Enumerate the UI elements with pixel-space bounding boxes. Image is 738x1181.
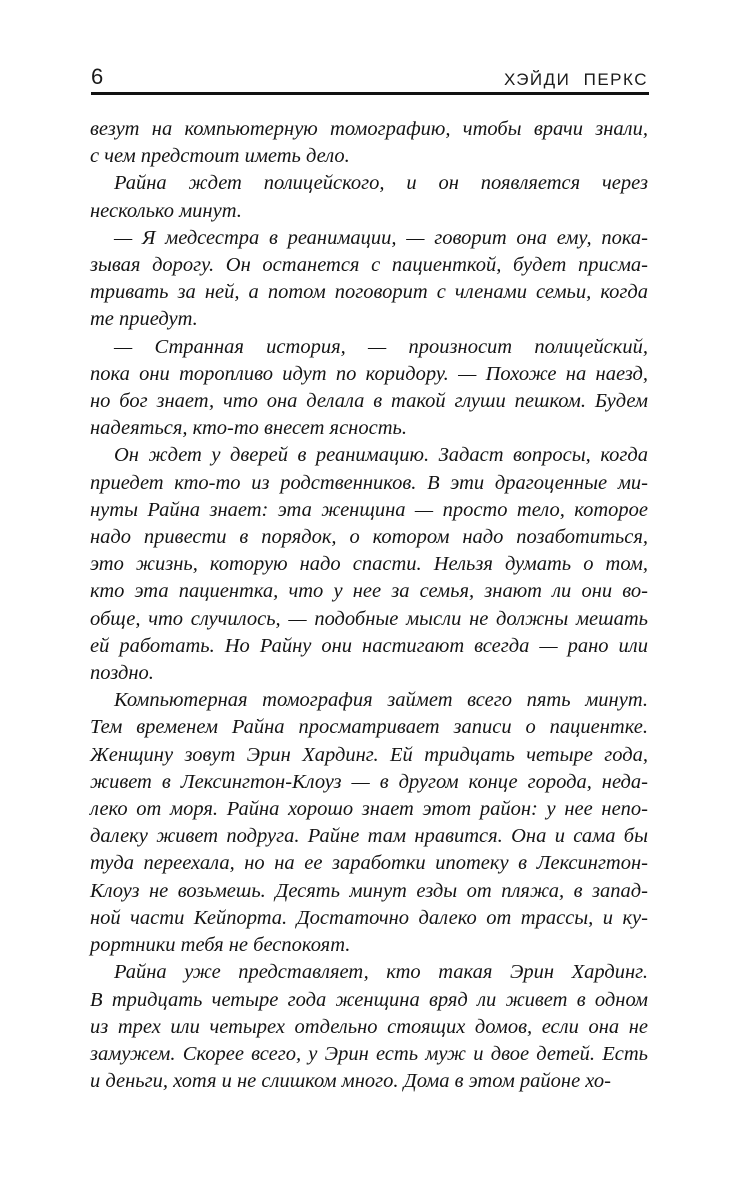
body-text bbox=[90, 116, 648, 1095]
text-line: обще, что случилось, — подобные мысли не должны мешать bbox=[90, 607, 648, 630]
text-line: Райна уже представляет, кто такая Эрин Хардинг. bbox=[114, 961, 648, 984]
text-line: Тем временем Райна просматривает записи о пациентке. bbox=[90, 716, 648, 739]
paragraph bbox=[90, 687, 648, 959]
text-line: нуты Райна знает: эта женщина — просто тело, которое bbox=[90, 498, 648, 521]
text-line: кто эта пациентка, что у нее за семья, знают ли они во- bbox=[90, 580, 648, 603]
text-line: Клоуз не возьмешь. Десять минут езды от пляжа, в запад- bbox=[90, 879, 648, 902]
paragraph bbox=[90, 225, 648, 334]
text-line: — Я медсестра в реанимации, — говорит она ему, пока- bbox=[114, 226, 648, 249]
paragraph bbox=[90, 116, 648, 170]
text-line: с чем предстоит иметь дело. bbox=[90, 145, 350, 168]
text-line: пока они торопливо идут по коридору. — Похоже на наезд, bbox=[90, 362, 648, 385]
text-line: леко от моря. Райна хорошо знает этот район: у нее непо- bbox=[90, 798, 648, 821]
text-line: но бог знает, что она делала в такой глуши пешком. Будем bbox=[90, 390, 648, 413]
page-header bbox=[91, 58, 648, 88]
text-line: везут на компьютерную томографию, чтобы врачи знали, bbox=[90, 118, 648, 140]
text-line: далеку живет подруга. Райне там нравится. Она и сама бы bbox=[90, 825, 648, 848]
text-line: Женщину зовут Эрин Хардинг. Ей тридцать четыре года, bbox=[90, 743, 648, 766]
text-line: приедет кто-то из родственников. В эти драгоценные ми- bbox=[90, 471, 648, 494]
text-line: ной части Кейпорта. Достаточно далеко от трассы, и ку- bbox=[90, 906, 648, 929]
paragraph bbox=[90, 334, 648, 443]
text-line: и деньги, хотя и не слишком много. Дома в этом районе хо- bbox=[90, 1070, 611, 1093]
text-line: надеяться, кто-то внесет ясность. bbox=[90, 417, 407, 440]
text-line: — Странная история, — произносит полицейский, bbox=[114, 335, 648, 358]
paragraph bbox=[90, 442, 648, 687]
header-rule bbox=[91, 92, 649, 95]
text-line: надо привести в порядок, о котором надо позаботиться, bbox=[90, 526, 648, 549]
text-line: из трех или четырех отдельно стоящих домов, если она не bbox=[90, 1015, 648, 1038]
paragraph bbox=[90, 959, 648, 1095]
text-line: туда переехала, но на ее заработки ипотеку в Лексингтон- bbox=[90, 852, 648, 875]
text-line: замужем. Скорее всего, у Эрин есть муж и двое детей. Есть bbox=[90, 1042, 648, 1065]
text-line: зывая дорогу. Он останется с пациенткой, будет присма- bbox=[90, 254, 648, 277]
text-line: Компьютерная томография займет всего пять минут. bbox=[114, 689, 648, 712]
text-line: живет в Лексингтон-Клоуз — в другом конце города, неда- bbox=[90, 770, 648, 793]
page-number: 6 bbox=[91, 64, 104, 89]
text-line: В тридцать четыре года женщина вряд ли живет в одном bbox=[90, 988, 648, 1011]
text-line: это жизнь, которую надо спасти. Нельзя думать о том, bbox=[90, 553, 648, 576]
text-line: ей работать. Но Райну они настигают всегда — рано или bbox=[90, 634, 648, 657]
text-line: рортники тебя не беспокоят. bbox=[90, 934, 351, 957]
text-line: поздно. bbox=[90, 662, 154, 685]
text-line: те приедут. bbox=[90, 308, 198, 331]
text-line: несколько минут. bbox=[90, 199, 242, 222]
text-line: Райна ждет полицейского, и он появляется через bbox=[114, 172, 648, 195]
text-line: Он ждет у дверей в реанимацию. Задаст вопросы, когда bbox=[114, 444, 648, 467]
running-head-author: ХЭЙДИ ПЕРКС bbox=[503, 70, 648, 89]
text-line: тривать за ней, а потом поговорит с членами семьи, когда bbox=[90, 281, 648, 304]
paragraph bbox=[90, 170, 648, 224]
